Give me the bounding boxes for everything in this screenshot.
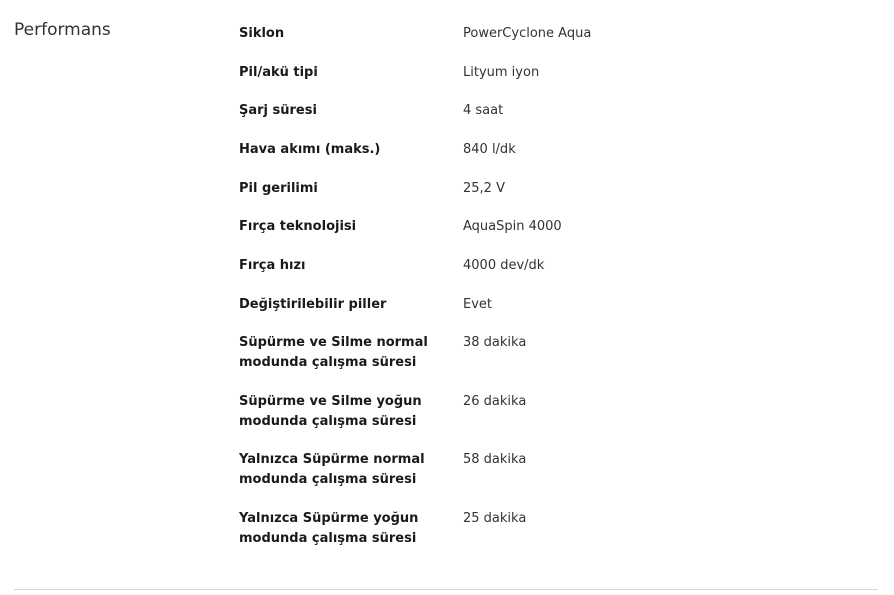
spec-value: 38 dakika (463, 335, 527, 350)
spec-value: 4000 dev/dk (463, 258, 545, 273)
spec-value: Evet (463, 297, 493, 312)
spec-value: AquaSpin 4000 (463, 219, 562, 234)
spec-label: Süpürme ve Silme yoğun modunda çalışma süresi (239, 394, 422, 429)
spec-value: Lityum iyon (463, 65, 540, 80)
spec-value: 4 saat (463, 103, 504, 118)
spec-label: Fırça hızı (239, 258, 306, 273)
spec-label: Pil gerilimi (239, 181, 318, 196)
spec-label: Pil/akü tipi (239, 65, 318, 80)
spec-value: PowerCyclone Aqua (463, 26, 592, 41)
spec-value: 58 dakika (463, 452, 527, 467)
spec-value: 25 dakika (463, 511, 527, 526)
spec-label: Hava akımı (maks.) (239, 142, 381, 157)
spec-label: Şarj süresi (239, 103, 317, 118)
spec-label: Siklon (239, 26, 285, 41)
spec-label: Süpürme ve Silme normal modunda çalışma süresi (239, 335, 428, 370)
section-title: Performans (14, 20, 111, 40)
spec-value: 840 l/dk (463, 142, 516, 157)
spec-value: 26 dakika (463, 394, 527, 409)
section-divider (14, 589, 878, 590)
spec-label: Değiştirilebilir piller (239, 297, 387, 312)
spec-label: Yalnızca Süpürme yoğun modunda çalışma süresi (239, 511, 419, 546)
spec-label: Fırça teknolojisi (239, 219, 357, 234)
spec-label: Yalnızca Süpürme normal modunda çalışma süresi (239, 452, 425, 487)
spec-value: 25,2 V (463, 181, 505, 196)
